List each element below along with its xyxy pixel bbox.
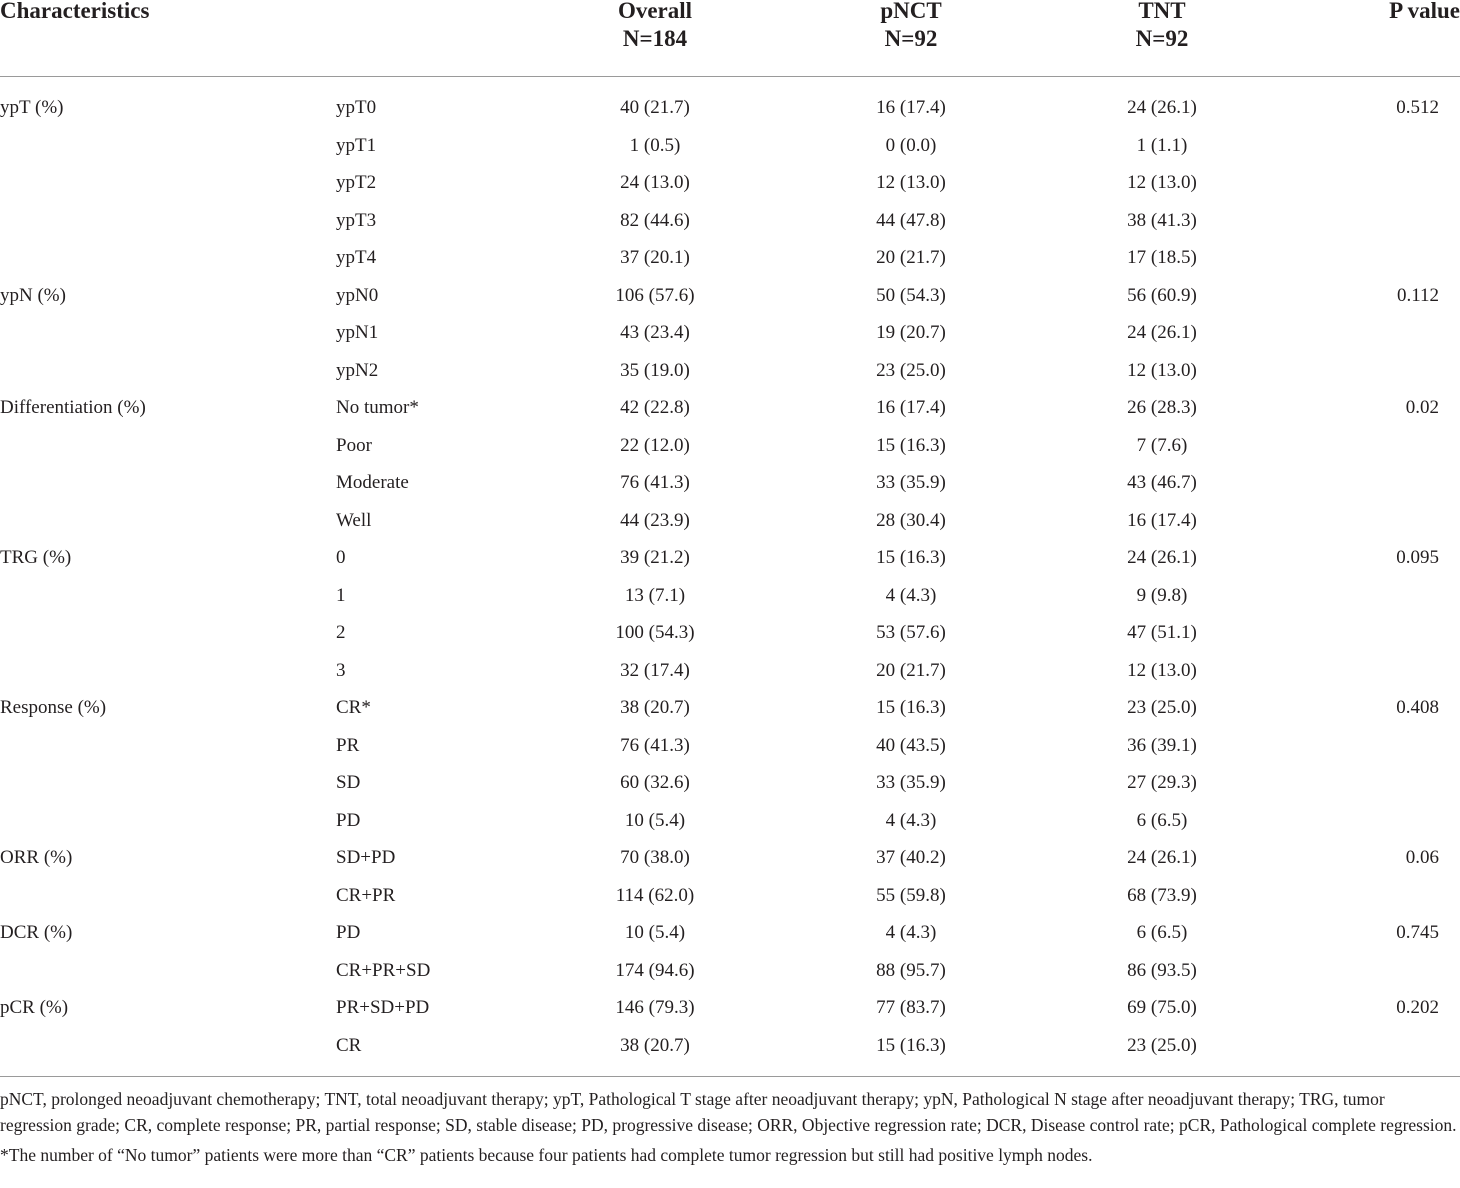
row-pnct-value: 16 (17.4) (876, 97, 946, 118)
row-overall-value: 13 (7.1) (624, 584, 686, 606)
row-pnct-value: 4 (4.3) (885, 922, 937, 943)
row-tnt-value: 56 (60.9) (1127, 284, 1197, 306)
row-p-value: 0.202 (1396, 997, 1439, 1018)
row-category: ypN1 (336, 322, 379, 343)
table-row (0, 360, 1460, 398)
row-pnct-value: 16 (17.4) (876, 397, 946, 418)
row-pnct-value: 55 (59.8) (876, 884, 946, 906)
row-category: Moderate (336, 472, 409, 493)
table-row (0, 1035, 1460, 1073)
row-tnt-value: 43 (46.7) (1127, 472, 1197, 493)
row-pnct-value: 4 (4.3) (885, 809, 937, 831)
row-pnct-value: 20 (21.7) (876, 247, 946, 268)
row-overall-value: 174 (94.6) (615, 959, 695, 981)
header-tnt-n: N=92 (1135, 26, 1189, 51)
row-category: Well (336, 509, 372, 531)
row-tnt-value: 17 (18.5) (1127, 247, 1197, 268)
header-pnct-label: pNCT (880, 0, 942, 23)
table-row (0, 885, 1460, 923)
row-pnct-value: 0 (0.0) (885, 134, 937, 156)
header-divider (0, 76, 1460, 77)
row-overall-value: 60 (32.6) (620, 772, 690, 793)
row-pnct-value: 77 (83.7) (876, 997, 946, 1018)
row-overall-value: 32 (17.4) (620, 659, 690, 681)
row-tnt-value: 23 (25.0) (1127, 1034, 1197, 1056)
header-overall (575, 0, 735, 53)
row-category: ypN0 (336, 284, 379, 306)
row-overall-value: 106 (57.6) (615, 284, 695, 306)
row-tnt-value: 12 (13.0) (1127, 659, 1197, 681)
row-characteristic: DCR (%) (0, 922, 73, 943)
table-row (0, 247, 1460, 285)
row-tnt-value: 86 (93.5) (1127, 959, 1197, 981)
row-tnt-value: 26 (28.3) (1127, 397, 1197, 418)
row-pnct-value: 33 (35.9) (876, 772, 946, 793)
row-overall-value: 40 (21.7) (620, 97, 690, 118)
row-p-value: 0.408 (1396, 697, 1439, 718)
table-row (0, 847, 1460, 885)
row-category: No tumor* (336, 397, 419, 418)
row-category: ypT0 (336, 97, 377, 118)
row-tnt-value: 47 (51.1) (1127, 622, 1197, 643)
table-row (0, 622, 1460, 660)
table-row (0, 960, 1460, 998)
header-tnt-label: TNT (1138, 0, 1186, 23)
row-overall-value: 38 (20.7) (620, 1034, 690, 1056)
row-pnct-value: 88 (95.7) (876, 959, 946, 981)
header-overall-label: Overall (617, 0, 693, 23)
row-overall-value: 37 (20.1) (620, 247, 690, 268)
row-tnt-value: 27 (29.3) (1127, 772, 1197, 793)
footnote: *The number of “No tumor” patients were more than “CR” patients because four patients had complete tumor regression but still had positive lymph nodes. (0, 1145, 1093, 1165)
row-pnct-value: 15 (16.3) (876, 434, 946, 456)
abbreviations-note: pNCT, prolonged neoadjuvant chemotherapy; TNT, total neoadjuvant therapy; ypT, Pathological T stage after neoadjuvant therapy; ypN, Pathological N stage after neoadjuvant therapy; TRG, tumor regression grade; CR, complete response; PR, partial response; SD, stable disease; PD, progressive disease; ORR, Objective regression rate; DCR, Disease control rate; pCR, Pathological complete regression. (0, 1089, 1457, 1135)
header-pvalue: P value (1389, 0, 1460, 23)
row-tnt-value: 24 (26.1) (1127, 847, 1197, 868)
row-pnct-value: 33 (35.9) (876, 472, 946, 493)
table-row (0, 285, 1460, 323)
row-category: 0 (336, 547, 346, 568)
row-overall-value: 24 (13.0) (620, 172, 690, 193)
row-category: 1 (336, 584, 346, 606)
row-characteristic: Response (%) (0, 697, 107, 718)
row-p-value: 0.745 (1396, 922, 1439, 943)
row-category: PR+SD+PD (336, 997, 430, 1018)
table-row (0, 735, 1460, 773)
row-overall-value: 22 (12.0) (620, 434, 690, 456)
table-notes (0, 1086, 1460, 1168)
table-row (0, 547, 1460, 585)
row-pnct-value: 15 (16.3) (876, 547, 946, 568)
row-overall-value: 10 (5.4) (624, 922, 686, 943)
row-tnt-value: 24 (26.1) (1127, 97, 1197, 118)
row-overall-value: 100 (54.3) (615, 622, 695, 643)
row-tnt-value: 12 (13.0) (1127, 172, 1197, 193)
row-category: SD (336, 772, 361, 793)
row-category: CR+PR (336, 884, 396, 906)
row-pnct-value: 20 (21.7) (876, 659, 946, 681)
row-overall-value: 44 (23.9) (620, 509, 690, 531)
row-characteristic: TRG (%) (0, 547, 72, 568)
row-pnct-value: 15 (16.3) (876, 1034, 946, 1056)
row-pnct-value: 4 (4.3) (885, 584, 937, 606)
header-overall-n: N=184 (622, 26, 688, 51)
row-p-value: 0.112 (1396, 284, 1439, 306)
row-overall-value: 43 (23.4) (620, 322, 690, 343)
table-row (0, 472, 1460, 510)
row-p-value: 0.02 (1405, 397, 1439, 418)
table-bottom-rule (0, 1076, 1460, 1077)
table-row (0, 322, 1460, 360)
row-category: CR* (336, 697, 371, 718)
row-category: PR (336, 734, 360, 756)
row-category: ypN2 (336, 359, 379, 381)
row-tnt-value: 6 (6.5) (1136, 922, 1188, 943)
row-category: PD (336, 809, 361, 831)
row-overall-value: 82 (44.6) (620, 209, 690, 231)
row-tnt-value: 7 (7.6) (1136, 434, 1188, 456)
row-tnt-value: 36 (39.1) (1127, 734, 1197, 756)
row-p-value: 0.512 (1396, 97, 1439, 118)
table-row (0, 585, 1460, 623)
row-overall-value: 38 (20.7) (620, 697, 690, 718)
row-overall-value: 1 (0.5) (629, 134, 681, 156)
row-category: CR+PR+SD (336, 959, 431, 981)
row-pnct-value: 50 (54.3) (876, 284, 946, 306)
table-row (0, 660, 1460, 698)
row-tnt-value: 38 (41.3) (1127, 209, 1197, 231)
row-category: 3 (336, 659, 346, 681)
row-overall-value: 70 (38.0) (620, 847, 690, 868)
row-overall-value: 10 (5.4) (624, 809, 686, 831)
row-p-value: 0.095 (1396, 547, 1439, 568)
table-row (0, 697, 1460, 735)
row-category: CR (336, 1034, 362, 1056)
row-tnt-value: 24 (26.1) (1127, 547, 1197, 568)
row-tnt-value: 16 (17.4) (1127, 509, 1197, 531)
table-row (0, 172, 1460, 210)
table-row (0, 397, 1460, 435)
row-tnt-value: 23 (25.0) (1127, 697, 1197, 718)
table-row (0, 510, 1460, 548)
row-pnct-value: 28 (30.4) (876, 509, 946, 531)
row-characteristic: ypT (%) (0, 97, 64, 118)
header-pnct (831, 0, 991, 53)
row-overall-value: 35 (19.0) (620, 359, 690, 381)
row-category: ypT3 (336, 209, 377, 231)
row-tnt-value: 1 (1.1) (1136, 134, 1188, 156)
row-category: PD (336, 922, 361, 943)
row-category: SD+PD (336, 847, 396, 868)
row-category: ypT4 (336, 247, 377, 268)
table-row (0, 435, 1460, 473)
table-row (0, 135, 1460, 173)
row-tnt-value: 24 (26.1) (1127, 322, 1197, 343)
row-category: ypT2 (336, 172, 377, 193)
header-tnt (1082, 0, 1242, 53)
table-row (0, 772, 1460, 810)
table-row (0, 997, 1460, 1035)
row-overall-value: 39 (21.2) (620, 547, 690, 568)
table-header (0, 0, 1460, 76)
row-pnct-value: 23 (25.0) (876, 359, 946, 381)
row-category: ypT1 (336, 134, 377, 156)
row-tnt-value: 9 (9.8) (1136, 584, 1188, 606)
row-pnct-value: 37 (40.2) (876, 847, 946, 868)
header-pnct-n: N=92 (884, 26, 938, 51)
row-p-value: 0.06 (1405, 847, 1439, 868)
row-pnct-value: 19 (20.7) (876, 322, 946, 343)
table-row (0, 810, 1460, 848)
row-overall-value: 42 (22.8) (620, 397, 690, 418)
row-overall-value: 76 (41.3) (620, 734, 690, 756)
row-pnct-value: 44 (47.8) (876, 209, 946, 231)
row-pnct-value: 12 (13.0) (876, 172, 946, 193)
row-tnt-value: 69 (75.0) (1127, 997, 1197, 1018)
row-tnt-value: 12 (13.0) (1127, 359, 1197, 381)
row-overall-value: 114 (62.0) (615, 884, 695, 906)
row-overall-value: 146 (79.3) (615, 997, 695, 1018)
header-characteristics: Characteristics (0, 0, 150, 23)
row-characteristic: ypN (%) (0, 284, 66, 306)
row-pnct-value: 53 (57.6) (876, 622, 946, 643)
table-row (0, 97, 1460, 135)
row-category: Poor (336, 434, 372, 456)
row-pnct-value: 15 (16.3) (876, 697, 946, 718)
row-characteristic: Differentiation (%) (0, 397, 146, 418)
table-row (0, 210, 1460, 248)
row-tnt-value: 68 (73.9) (1127, 884, 1197, 906)
row-overall-value: 76 (41.3) (620, 472, 690, 493)
row-characteristic: pCR (%) (0, 997, 69, 1018)
row-tnt-value: 6 (6.5) (1136, 809, 1188, 831)
row-category: 2 (336, 622, 346, 643)
table-row (0, 922, 1460, 960)
row-pnct-value: 40 (43.5) (876, 734, 946, 756)
row-characteristic: ORR (%) (0, 847, 73, 868)
